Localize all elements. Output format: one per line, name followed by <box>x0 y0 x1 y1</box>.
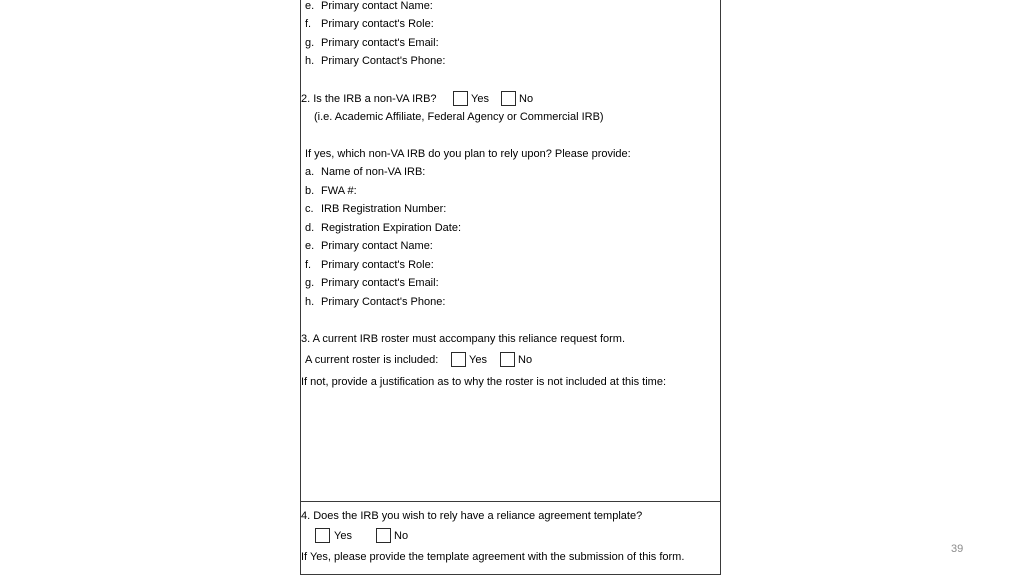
q2-followup: If yes, which non-VA IRB do you plan to rely upon? Please provide: <box>305 148 631 160</box>
item-text: Primary contact's Role: <box>321 18 434 30</box>
item-text: Primary contact Name: <box>321 240 433 252</box>
q2-contact-phone-field <box>305 296 445 309</box>
irb-name-field <box>305 166 425 179</box>
q3-yes-checkbox[interactable] <box>451 352 466 367</box>
item-letter: g. <box>305 277 315 289</box>
q4-instruction: If Yes, please provide the template agreement with the submission of this form. <box>301 551 685 563</box>
item-letter: e. <box>305 0 315 12</box>
contact-name-field <box>305 0 433 13</box>
q4-no-checkbox[interactable] <box>376 528 391 543</box>
q3-question: 3. A current IRB roster must accompany this reliance request form. <box>301 333 626 345</box>
contact-role-field <box>305 18 434 31</box>
item-letter: d. <box>305 222 315 234</box>
q3-no-checkbox[interactable] <box>500 352 515 367</box>
item-letter: a. <box>305 166 315 178</box>
page-number: 39 <box>951 543 964 555</box>
q3-justification-prompt: If not, provide a justification as to why the roster is not included at this time: <box>301 376 667 388</box>
item-text: Registration Expiration Date: <box>321 222 462 234</box>
q2-yes-label: Yes <box>471 93 489 105</box>
item-text: Primary Contact's Phone: <box>321 296 446 308</box>
item-text: Primary contact's Role: <box>321 259 434 271</box>
item-letter: f. <box>305 259 312 271</box>
q3-roster-included-label: A current roster is included: <box>305 354 439 366</box>
q4-no-label: No <box>394 530 409 542</box>
item-letter: c. <box>305 203 314 215</box>
item-text: FWA #: <box>321 185 357 197</box>
q4-yes-label: Yes <box>334 530 352 542</box>
q2-contact-email-field <box>305 277 439 290</box>
item-letter: h. <box>305 296 315 308</box>
registration-expiration-field <box>305 222 461 235</box>
q3-yes-label: Yes <box>469 354 487 366</box>
q2-contact-name-field <box>305 240 433 253</box>
item-letter: h. <box>305 55 315 67</box>
item-letter: g. <box>305 37 315 49</box>
irb-registration-field <box>305 203 446 216</box>
q2-no-checkbox[interactable] <box>501 91 516 106</box>
item-text: Primary contact Name: <box>321 0 433 12</box>
item-text: IRB Registration Number: <box>321 203 447 215</box>
item-letter: e. <box>305 240 315 252</box>
q2-note: (i.e. Academic Affiliate, Federal Agency or Commercial IRB) <box>314 111 604 123</box>
section-divider <box>300 501 720 502</box>
q2-contact-role-field <box>305 259 434 272</box>
item-letter: b. <box>305 185 315 197</box>
q2-question: 2. Is the IRB a non-VA IRB? <box>301 93 437 105</box>
contact-phone-field <box>305 55 445 68</box>
contact-email-field <box>305 37 439 50</box>
q4-yes-checkbox[interactable] <box>315 528 330 543</box>
q2-no-label: No <box>519 93 534 105</box>
item-text: Primary contact's Email: <box>321 37 439 49</box>
q2-yes-checkbox[interactable] <box>453 91 468 106</box>
item-text: Name of non-VA IRB: <box>321 166 426 178</box>
item-text: Primary contact's Email: <box>321 277 439 289</box>
item-letter: f. <box>305 18 312 30</box>
item-text: Primary Contact's Phone: <box>321 55 446 67</box>
q4-question: 4. Does the IRB you wish to rely have a reliance agreement template? <box>301 510 643 522</box>
q3-no-label: No <box>518 354 533 366</box>
fwa-field <box>305 185 357 198</box>
